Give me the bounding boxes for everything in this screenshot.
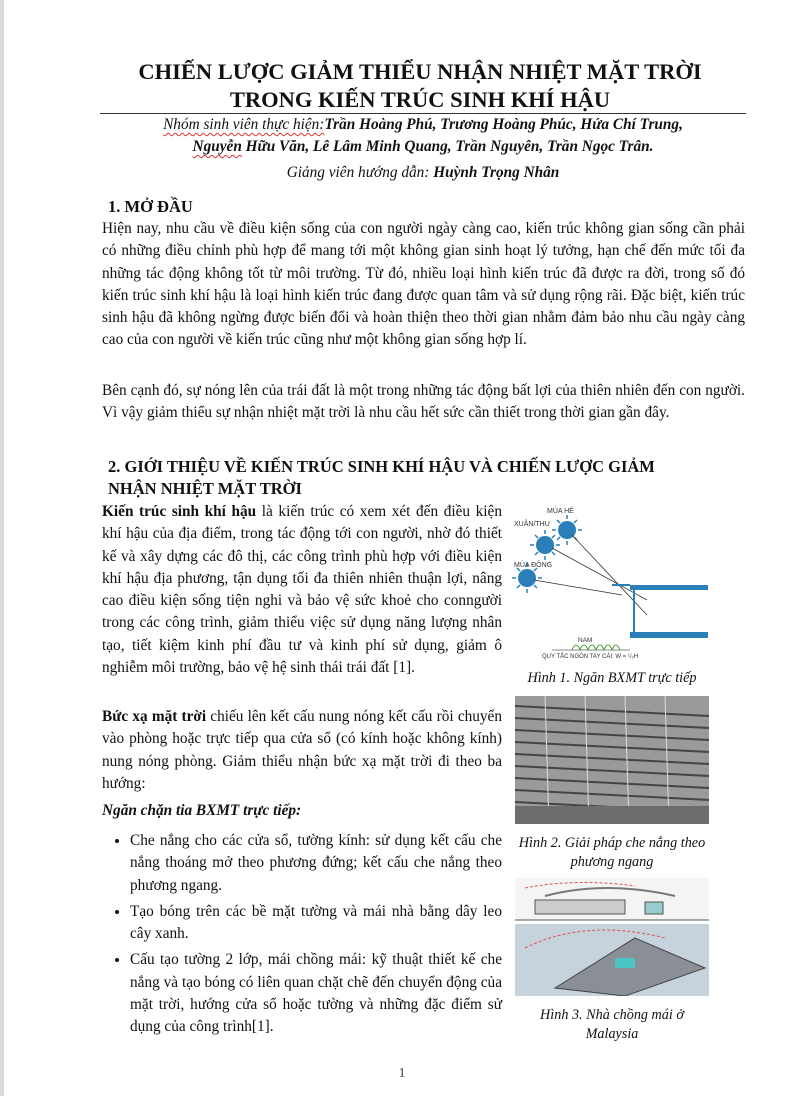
section-1-paragraph-1: Hiện nay, nhu cầu về điều kiện sống của con người ngày càng cao, kiến trúc không gian sống cần phải có những điều chỉnh phù hợp để mang tới một không gian sinh hoạt lý tưởng, hạn chế đến mức tối đa những tác động không tốt từ môi trường. Từ đó, nhiều loại hình kiến trúc đã được ra đời, trong số đó kiến trúc sinh khí hậu là loại hình kiến trúc đang được quan tâm và sử dụng rộng rãi. Đặc biệt, kiến trúc sinh hậu đã không ngừng được biến đổi và hoàn thiện theo thời gian nhằm đảm bảo nhu cầu ngày càng cao của con người về kiến trúc cũng như một không gian sống hợp lí.: [102, 220, 745, 349]
advisor-line: [100, 164, 746, 182]
section-2-paragraph-1: [102, 501, 502, 679]
section-2-paragraph-2-text: chiếu lên kết cấu nung nóng kết cấu rồi chuyển vào phòng hoặc trực tiếp qua cửa sổ (có kính hoặc không kính) nung nóng phòng. Giảm thiểu nhận bức xạ mặt trời đi theo ba hướng:: [102, 708, 502, 792]
figure-1-caption: Hình 1. Ngăn BXMT trực tiếp: [527, 670, 697, 686]
sun-icon: [530, 530, 560, 560]
subheading-block-direct-radiation: Ngăn chặn tia BXMT trực tiếp:: [102, 802, 302, 819]
figure-2-horizontal-shading-photo: [515, 696, 709, 824]
authors-block: [100, 114, 746, 158]
section-2-paragraph-2: [102, 706, 502, 795]
label-spring-autumn: XUÂN/THU: [514, 521, 550, 528]
list-item: • Tạo bóng trên các bề mặt tường và mái nhà bằng dây leo cây xanh.: [130, 901, 502, 946]
label-south: NAM: [578, 637, 593, 644]
page-number: 1: [398, 1066, 406, 1081]
section-2-paragraph-1-text: là kiến trúc có xem xét đến điều kiện khí hậu của địa điểm, trong tác động tới con người, nhờ đó thiết kế và xây dựng các đô thị, các công trình phù hợp với điều kiện khí hậu địa phương, tận dụng tối đa thiên nhiên thuận lợi, nâng cao điều kiện sống tiện nghi và bảo vệ sức khoẻ cho conngười trong các công trình, giảm thiểu việc sử dụng năng lượng nhân tạo, tiết kiệm kinh phí đầu tư và kinh phí sử dụng, giảm ô nghiễm môi trường, bảo vệ hệ sinh thái trái đất [1].: [102, 503, 502, 677]
label-winter: MÙA ĐÔNG: [514, 562, 553, 569]
section-1-heading: 1. MỞ ĐẦU: [108, 197, 193, 216]
strategy-list: [102, 830, 502, 1043]
label-thumb-rule: QUY TẮC NGÓN TAY CÁI: W = ¹/₂H: [542, 654, 639, 660]
section-2-heading-line-2: NHẬN NHIỆT MẶT TRỜI: [108, 479, 302, 498]
authors-names-line-1: Trần Hoàng Phú, Trương Hoàng Phúc, Hứa Chí Trung,: [324, 116, 683, 133]
page-edge: [0, 0, 4, 1096]
figure-3-double-roof-diagram: [515, 878, 709, 996]
document-title-line-1: CHIẾN LƯỢC GIẢM THIỂU NHẬN NHIỆT MẶT TRỜI: [138, 59, 702, 84]
authors-label: Nhóm sinh viên thực hiện:: [163, 116, 325, 133]
section-1-paragraph-2: Bên cạnh đó, sự nóng lên của trái đất là một trong những tác động bất lợi của thiên nhiên đến con người. Vì vậy giảm thiểu sự nhận nhiệt mặt trời là nhu cầu hết sức cần thiết trong thời gian gần đây.: [102, 382, 745, 422]
figure-2-caption: Hình 2. Giải pháp che nắng theo phương ngang: [518, 835, 706, 870]
author-first-word: Nguyễn: [192, 138, 242, 155]
list-item: • Cấu tạo tường 2 lớp, mái chồng mái: kỹ thuật thiết kế che nắng và tạo bóng có liên quan chặt chẽ đến chuyển động của mặt trời, hướng cửa sổ hoặc tường và những đặc điểm sử dụng của công trình[1].: [130, 949, 502, 1038]
list-item: • Che nắng cho các cửa sổ, tường kính: sử dụng kết cấu che nắng thoáng mở theo phương đứng; kết cấu che nắng theo phương ngang.: [130, 830, 502, 897]
section-2-heading-line-1: 2. GIỚI THIỆU VỀ KIẾN TRÚC SINH KHÍ HẬU VÀ CHIẾN LƯỢC GIẢM: [108, 457, 655, 476]
figure-3-caption: Hình 3. Nhà chồng mái ở Malaysia: [540, 1007, 684, 1042]
figure-1-sun-shading-diagram: [512, 500, 712, 662]
label-summer: MÙA HÈ: [547, 508, 574, 515]
authors-names-line-2: Hữu Văn, Lê Lâm Minh Quang, Trần Nguyên, Trần Ngọc Trân.: [241, 138, 654, 155]
term-solar-radiation: Bức xạ mặt trời: [102, 708, 207, 725]
section-2-heading: [108, 456, 748, 500]
advisor-name: Huỳnh Trọng Nhân: [433, 164, 560, 181]
plant-icon: [572, 645, 620, 650]
term-bioclimatic-architecture: Kiến trúc sinh khí hậu: [102, 503, 257, 520]
document-title-line-2: TRONG KIẾN TRÚC SINH KHÍ HẬU: [229, 87, 611, 112]
advisor-label: Giảng viên hướng dẫn:: [286, 164, 434, 181]
